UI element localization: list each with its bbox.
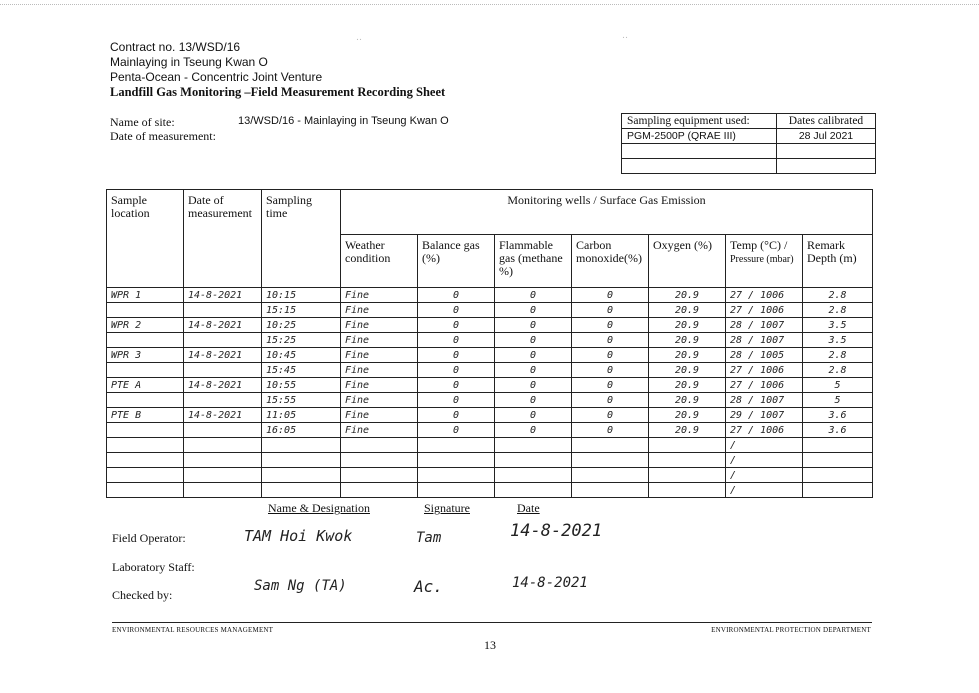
temp-pressure-cell: / [726, 468, 803, 483]
time-cell: 15:55 [262, 393, 341, 408]
time-cell: 10:25 [262, 318, 341, 333]
equipment-name: PGM-2500P (QRAE III) [622, 129, 777, 144]
flammable-gas-cell: 0 [495, 333, 572, 348]
time-cell [262, 453, 341, 468]
flammable-gas-cell: 0 [495, 408, 572, 423]
header-sample-location: Sample location [107, 190, 184, 288]
contractor-name: Penta-Ocean - Concentric Joint Venture [110, 70, 323, 84]
carbon-monoxide-cell [572, 438, 649, 453]
balance-gas-cell: 0 [418, 408, 495, 423]
date-cell: 14-8-2021 [184, 348, 262, 363]
remark-depth-cell: 3.6 [803, 408, 873, 423]
date-cell [184, 423, 262, 438]
balance-gas-cell: 0 [418, 423, 495, 438]
oxygen-cell [649, 453, 726, 468]
sample-location-cell [107, 363, 184, 378]
oxygen-cell [649, 438, 726, 453]
checked-by-name: Sam Ng (TA) [254, 578, 347, 594]
weather-cell: Fine [341, 333, 418, 348]
time-cell: 10:45 [262, 348, 341, 363]
scan-speck: ․․ [356, 32, 363, 42]
carbon-monoxide-cell: 0 [572, 408, 649, 423]
balance-gas-cell [418, 468, 495, 483]
balance-gas-cell [418, 453, 495, 468]
calibration-header: Dates calibrated [776, 114, 875, 129]
oxygen-cell: 20.9 [649, 303, 726, 318]
temp-pressure-cell: 27 / 1006 [726, 303, 803, 318]
balance-gas-cell: 0 [418, 363, 495, 378]
date-cell: 14-8-2021 [184, 318, 262, 333]
sample-location-cell: WPR 3 [107, 348, 184, 363]
top-edge-dots [0, 4, 979, 5]
header-temp: Temp (°C) / [730, 238, 788, 252]
laboratory-staff-label: Laboratory Staff: [112, 560, 195, 574]
balance-gas-cell: 0 [418, 393, 495, 408]
document-header [110, 40, 445, 100]
oxygen-cell: 20.9 [649, 318, 726, 333]
temp-pressure-cell: 27 / 1006 [726, 363, 803, 378]
table-row [107, 393, 873, 408]
flammable-gas-cell [495, 483, 572, 498]
checked-by-date: 14-8-2021 [512, 575, 588, 591]
temp-pressure-cell: / [726, 453, 803, 468]
footer-right: ENVIRONMENTAL PROTECTION DEPARTMENT [711, 626, 871, 634]
carbon-monoxide-cell: 0 [572, 288, 649, 303]
sample-location-cell [107, 483, 184, 498]
oxygen-cell [649, 468, 726, 483]
header-temp-pressure [726, 235, 803, 288]
table-row [107, 438, 873, 453]
carbon-monoxide-cell: 0 [572, 303, 649, 318]
equipment-header: Sampling equipment used: [622, 114, 777, 129]
flammable-gas-cell: 0 [495, 348, 572, 363]
time-cell [262, 483, 341, 498]
weather-cell: Fine [341, 348, 418, 363]
table-row [107, 378, 873, 393]
weather-cell [341, 438, 418, 453]
carbon-monoxide-cell [572, 453, 649, 468]
date-cell: 14-8-2021 [184, 288, 262, 303]
checked-by-signature: Ac. [414, 577, 443, 596]
header-monitoring-wells: Monitoring wells / Surface Gas Emission [341, 190, 873, 235]
header-date-of-measurement: Date of measurement [184, 190, 262, 288]
oxygen-cell [649, 483, 726, 498]
name-designation-heading: Name & Designation [268, 501, 370, 515]
remark-depth-cell: 2.8 [803, 303, 873, 318]
table-row [107, 408, 873, 423]
carbon-monoxide-cell: 0 [572, 423, 649, 438]
remark-depth-cell [803, 483, 873, 498]
time-cell [262, 438, 341, 453]
table-row [107, 318, 873, 333]
header-weather: Weather condition [341, 235, 418, 288]
temp-pressure-cell: 27 / 1006 [726, 378, 803, 393]
footer-rule [112, 622, 872, 623]
contract-number: Contract no. 13/WSD/16 [110, 40, 241, 54]
sample-location-cell [107, 333, 184, 348]
remark-depth-cell: 2.8 [803, 348, 873, 363]
remark-depth-cell: 3.6 [803, 423, 873, 438]
date-cell [184, 333, 262, 348]
remark-depth-cell: 3.5 [803, 318, 873, 333]
time-cell: 15:15 [262, 303, 341, 318]
flammable-gas-cell: 0 [495, 318, 572, 333]
sample-location-cell [107, 303, 184, 318]
oxygen-cell: 20.9 [649, 288, 726, 303]
checked-by-label: Checked by: [112, 588, 173, 602]
flammable-gas-cell: 0 [495, 363, 572, 378]
temp-pressure-cell: 28 / 1007 [726, 393, 803, 408]
table-row [107, 363, 873, 378]
oxygen-cell: 20.9 [649, 348, 726, 363]
temp-pressure-cell: / [726, 438, 803, 453]
balance-gas-cell: 0 [418, 378, 495, 393]
table-row [107, 453, 873, 468]
project-name: Mainlaying in Tseung Kwan O [110, 55, 268, 69]
carbon-monoxide-cell: 0 [572, 318, 649, 333]
date-heading: Date [517, 501, 540, 515]
date-cell [184, 483, 262, 498]
scan-speck: ․․ [622, 30, 629, 40]
sheet-title: Landfill Gas Monitoring –Field Measurement Recording Sheet [110, 85, 446, 99]
page-number: 13 [484, 638, 496, 652]
oxygen-cell: 20.9 [649, 423, 726, 438]
remark-depth-cell [803, 453, 873, 468]
balance-gas-cell: 0 [418, 303, 495, 318]
time-cell: 10:15 [262, 288, 341, 303]
table-row [107, 483, 873, 498]
header-remark-depth: Remark Depth (m) [803, 235, 873, 288]
header-carbon-monoxide: Carbon monoxide(%) [572, 235, 649, 288]
date-cell: 14-8-2021 [184, 378, 262, 393]
sample-location-cell [107, 453, 184, 468]
table-row [107, 423, 873, 438]
footer-left: ENVIRONMENTAL RESOURCES MANAGEMENT [112, 626, 274, 634]
equipment-name [622, 144, 777, 159]
header-sampling-time: Sampling time [262, 190, 341, 288]
remark-depth-cell: 2.8 [803, 363, 873, 378]
flammable-gas-cell [495, 438, 572, 453]
remark-depth-cell: 5 [803, 393, 873, 408]
oxygen-cell: 20.9 [649, 363, 726, 378]
temp-pressure-cell: 28 / 1007 [726, 318, 803, 333]
site-name-value: 13/WSD/16 - Mainlaying in Tseung Kwan O [238, 115, 449, 127]
remark-depth-cell [803, 438, 873, 453]
weather-cell [341, 453, 418, 468]
balance-gas-cell: 0 [418, 318, 495, 333]
table-row [107, 468, 873, 483]
balance-gas-cell [418, 438, 495, 453]
flammable-gas-cell: 0 [495, 303, 572, 318]
weather-cell: Fine [341, 423, 418, 438]
sample-location-cell [107, 438, 184, 453]
remark-depth-cell: 3.5 [803, 333, 873, 348]
remark-depth-cell: 2.8 [803, 288, 873, 303]
weather-cell: Fine [341, 408, 418, 423]
oxygen-cell: 20.9 [649, 333, 726, 348]
calibration-date [776, 144, 875, 159]
monitoring-table [106, 189, 873, 498]
sample-location-cell [107, 468, 184, 483]
sample-location-cell: PTE A [107, 378, 184, 393]
signature-heading: Signature [424, 501, 470, 515]
carbon-monoxide-cell: 0 [572, 378, 649, 393]
temp-pressure-cell: / [726, 483, 803, 498]
field-operator-label: Field Operator: [112, 531, 186, 545]
date-cell: 14-8-2021 [184, 408, 262, 423]
header-balance-gas: Balance gas (%) [418, 235, 495, 288]
flammable-gas-cell: 0 [495, 393, 572, 408]
calibration-date [776, 159, 875, 174]
temp-pressure-cell: 27 / 1006 [726, 423, 803, 438]
date-of-measurement-label: Date of measurement: [110, 129, 216, 143]
table-row [107, 333, 873, 348]
carbon-monoxide-cell: 0 [572, 348, 649, 363]
weather-cell: Fine [341, 363, 418, 378]
sample-location-cell: WPR 1 [107, 288, 184, 303]
time-cell: 15:45 [262, 363, 341, 378]
balance-gas-cell: 0 [418, 333, 495, 348]
weather-cell: Fine [341, 378, 418, 393]
weather-cell [341, 468, 418, 483]
oxygen-cell: 20.9 [649, 408, 726, 423]
time-cell [262, 468, 341, 483]
table-row [107, 348, 873, 363]
sample-location-cell: WPR 2 [107, 318, 184, 333]
table-row [107, 303, 873, 318]
time-cell: 11:05 [262, 408, 341, 423]
table-row [107, 288, 873, 303]
date-cell [184, 438, 262, 453]
table-body [107, 288, 873, 498]
equipment-table [621, 113, 876, 174]
flammable-gas-cell: 0 [495, 288, 572, 303]
field-operator-name: TAM Hoi Kwok [244, 527, 353, 545]
sample-location-cell [107, 423, 184, 438]
header-oxygen: Oxygen (%) [649, 235, 726, 288]
weather-cell: Fine [341, 318, 418, 333]
oxygen-cell: 20.9 [649, 393, 726, 408]
flammable-gas-cell: 0 [495, 423, 572, 438]
carbon-monoxide-cell: 0 [572, 363, 649, 378]
time-cell: 16:05 [262, 423, 341, 438]
time-cell: 10:55 [262, 378, 341, 393]
flammable-gas-cell [495, 468, 572, 483]
remark-depth-cell [803, 468, 873, 483]
date-cell [184, 303, 262, 318]
temp-pressure-cell: 28 / 1005 [726, 348, 803, 363]
flammable-gas-cell [495, 453, 572, 468]
time-cell: 15:25 [262, 333, 341, 348]
site-name-label: Name of site: [110, 115, 175, 129]
weather-cell: Fine [341, 288, 418, 303]
field-operator-signature: Tam [416, 530, 442, 546]
temp-pressure-cell: 29 / 1007 [726, 408, 803, 423]
date-cell [184, 468, 262, 483]
balance-gas-cell [418, 483, 495, 498]
remark-depth-cell: 5 [803, 378, 873, 393]
carbon-monoxide-cell [572, 468, 649, 483]
calibration-date: 28 Jul 2021 [776, 129, 875, 144]
date-cell [184, 363, 262, 378]
temp-pressure-cell: 27 / 1006 [726, 288, 803, 303]
balance-gas-cell: 0 [418, 348, 495, 363]
carbon-monoxide-cell: 0 [572, 393, 649, 408]
oxygen-cell: 20.9 [649, 378, 726, 393]
sample-location-cell: PTE B [107, 408, 184, 423]
carbon-monoxide-cell: 0 [572, 333, 649, 348]
temp-pressure-cell: 28 / 1007 [726, 333, 803, 348]
field-operator-date: 14-8-2021 [510, 521, 603, 541]
sample-location-cell [107, 393, 184, 408]
flammable-gas-cell: 0 [495, 378, 572, 393]
weather-cell [341, 483, 418, 498]
header-pressure: Pressure (mbar) [730, 254, 794, 265]
weather-cell: Fine [341, 303, 418, 318]
date-cell [184, 393, 262, 408]
site-info [110, 115, 216, 143]
weather-cell: Fine [341, 393, 418, 408]
header-flammable-gas: Flammable gas (methane %) [495, 235, 572, 288]
carbon-monoxide-cell [572, 483, 649, 498]
balance-gas-cell: 0 [418, 288, 495, 303]
equipment-name [622, 159, 777, 174]
date-cell [184, 453, 262, 468]
